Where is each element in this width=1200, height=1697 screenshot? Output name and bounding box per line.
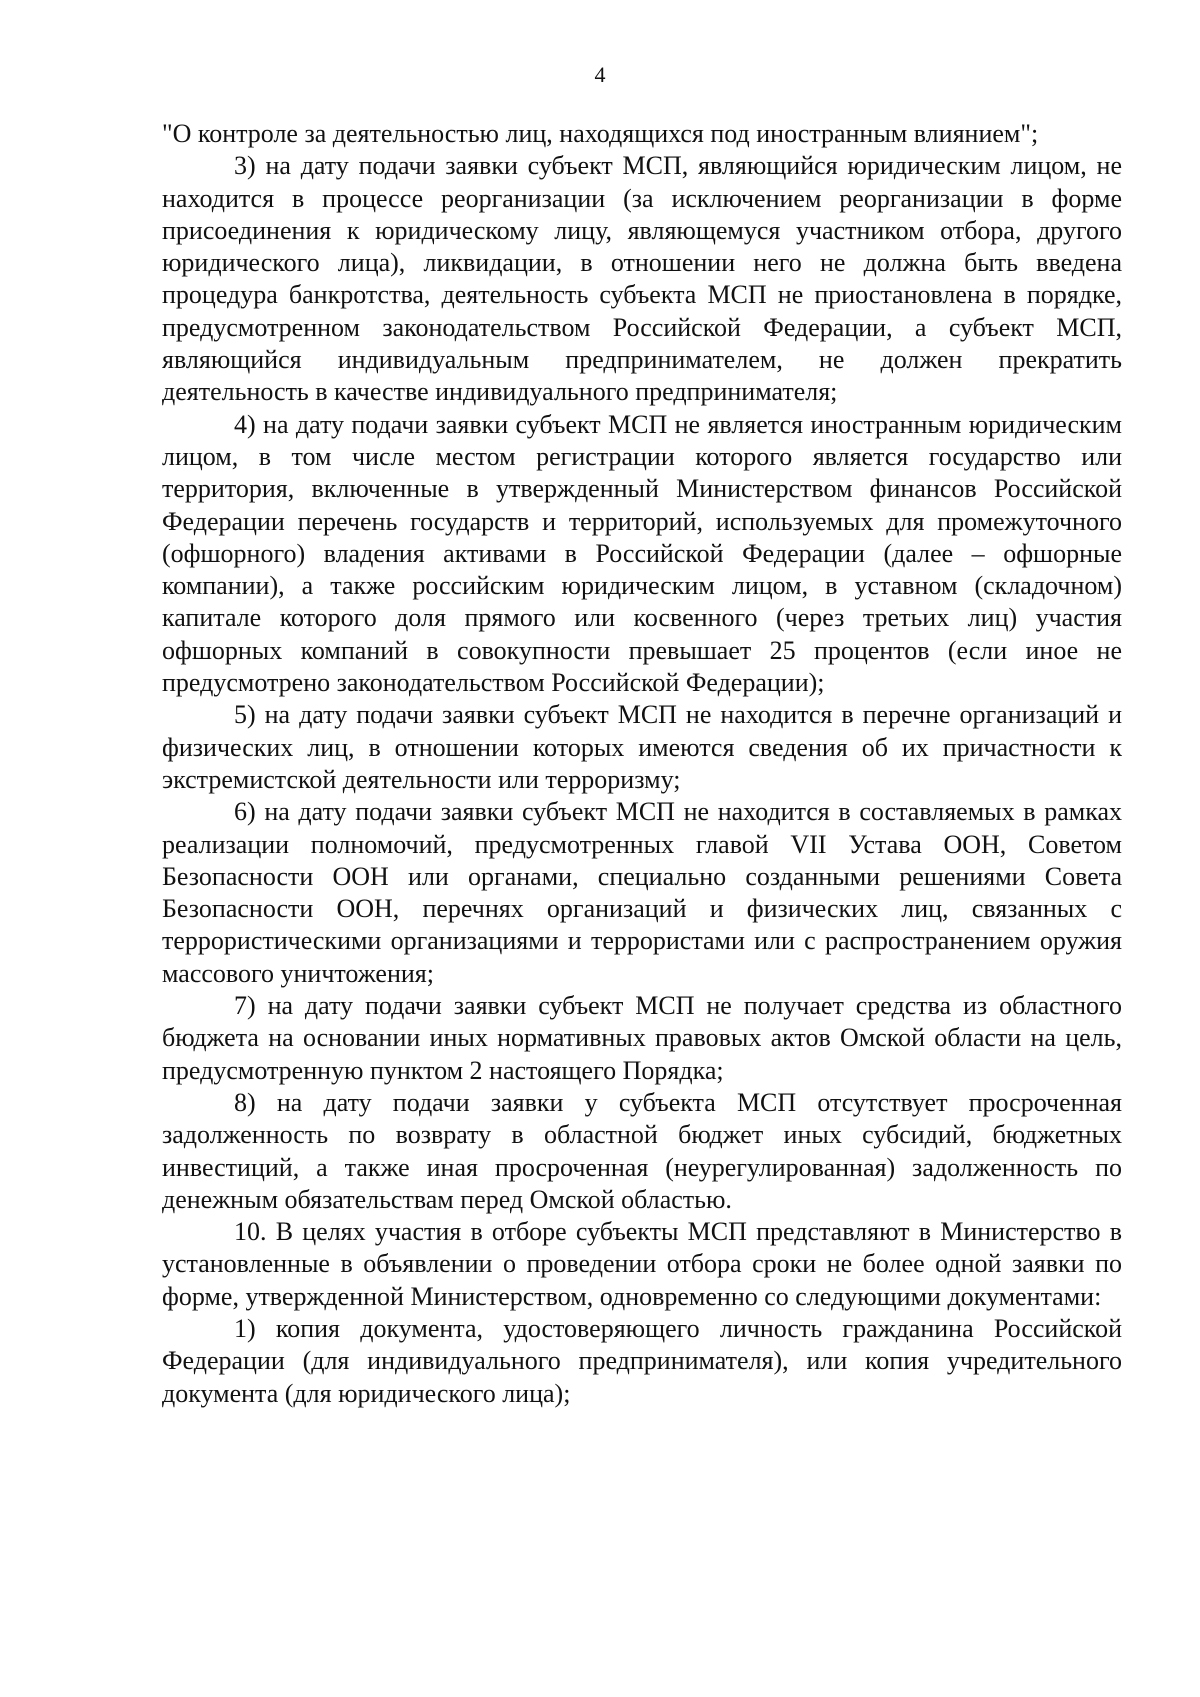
- paragraph-item-3: 3) на дату подачи заявки субъект МСП, являющийся юридическим лицом, не находится в процессе реорганизации (за исключением реорганизации в форме присоединения к юридическому лицу, являющемуся участником отбора, другого юридического лица), ликвидации, в отношении него не должна быть введена процедура банкротства, деятельность субъекта МСП не приостановлена в порядке, предусмотренном законодательством Российской Федерации, а субъект МСП, являющийся индивидуальным предпринимателем, не должен прекратить деятельность в качестве индивидуального предпринимателя;: [162, 151, 1122, 407]
- paragraph-clause-10: 10. В целях участия в отборе субъекты МСП представляют в Министерство в установленные в объявлении о проведении отбора сроки не более одной заявки по форме, утвержденной Министерством, одновременно со следующими документами:: [162, 1217, 1122, 1311]
- paragraph-law-title-continuation: "О контроле за деятельностью лиц, находящихся под иностранным влиянием";: [162, 119, 1039, 148]
- paragraph-clause-10-item-1: 1) копия документа, удостоверяющего личность гражданина Российской Федерации (для индивидуального предпринимателя), или копия учредительного документа (для юридического лица);: [162, 1313, 1122, 1408]
- paragraph-item-4: 4) на дату подачи заявки субъект МСП не является иностранным юридическим лицом, в том числе местом регистрации которого является государство или территория, включенные в утвержденный Министерством финансов Российской Федерации перечень государств и территорий, используемых для промежуточного (офшорного) владения активами в Российской Федерации (далее – офшорные компании), а также российским юридическим лицом, в уставном (складочном) капитале которого доля прямого или косвенного (через третьих лиц) участия офшорных компаний в совокупности превышает 25 процентов (если иное не предусмотрено законодательством Российской Федерации);: [162, 409, 1122, 698]
- paragraph-item-7: 7) на дату подачи заявки субъект МСП не получает средства из областного бюджета на основании иных нормативных правовых актов Омской области на цель, предусмотренную пунктом 2 настоящего Порядка;: [162, 991, 1122, 1085]
- paragraph-item-8: 8) на дату подачи заявки у субъекта МСП отсутствует просроченная задолженность по возврату в областной бюджет иных субсидий, бюджетных инвестиций, а также иная просроченная (неурегулированная) задолженность по денежным обязательствам перед Омской областью.: [162, 1087, 1122, 1214]
- page-number: 4: [594, 62, 606, 87]
- paragraph-item-5: 5) на дату подачи заявки субъект МСП не находится в перечне организаций и физических лиц, в отношении которых имеются сведения об их причастности к экстремистской деятельности или терроризму;: [162, 700, 1122, 794]
- document-body: [162, 118, 1122, 1410]
- paragraph-item-6: 6) на дату подачи заявки субъект МСП не находится в составляемых в рамках реализации полномочий, предусмотренных главой VII Устава ООН, Советом Безопасности ООН или органами, специально созданными решениями Совета Безопасности ООН, перечнях организаций и физических лиц, связанных с террористическими организациями и террористами или с распространением оружия массового уничтожения;: [162, 797, 1122, 988]
